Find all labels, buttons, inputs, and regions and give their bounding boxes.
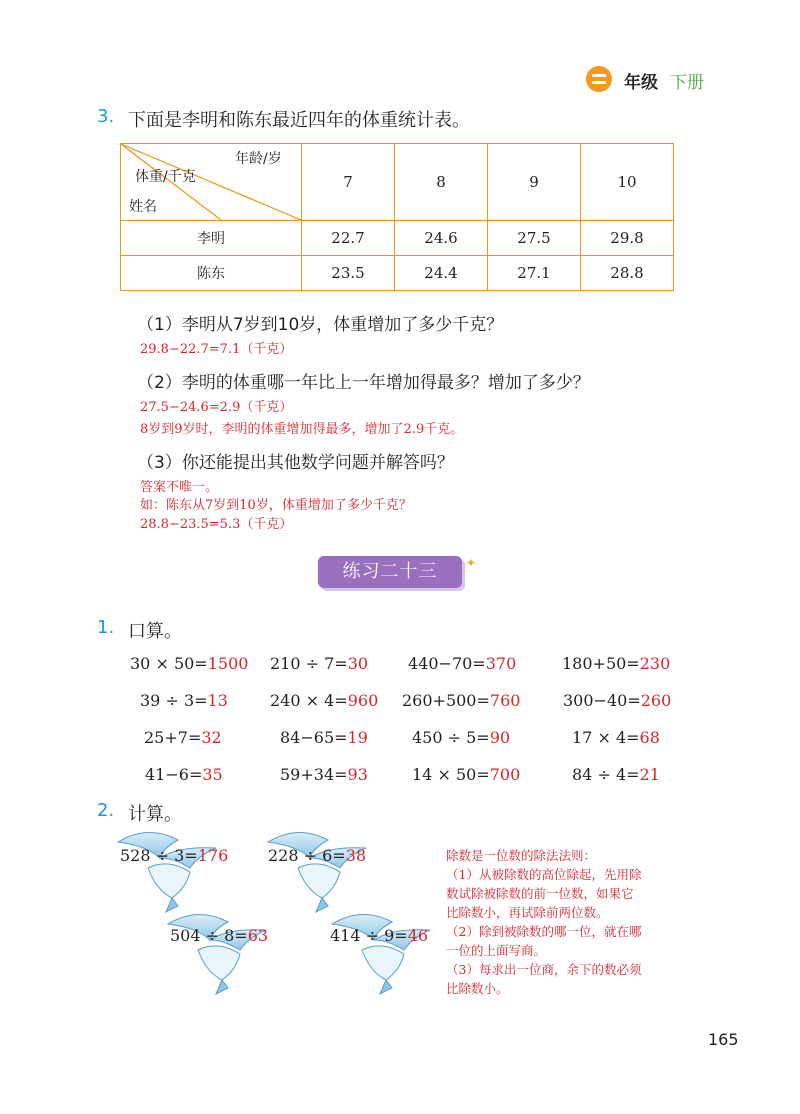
answer-3-calc: 28.8−23.5=5.3（千克） [140,517,293,532]
answer-3-note: 答案不唯一。 [140,480,219,495]
exercise-2-number: 2. [97,800,115,821]
table-row [121,256,674,291]
oral-calc-item: 25+7=32 [144,728,222,747]
bird-calc-item: 414 ÷ 9=46 [330,926,429,945]
oral-calc-item: 260+500=760 [402,691,521,710]
oral-calc-item: 240 × 4=960 [270,691,379,710]
exercise-1-number: 1. [97,617,115,638]
corner-age-label: 年龄/岁 [235,151,282,167]
rule-line: （2）除到被除数的哪一位，就在哪 [446,924,642,939]
oral-calc-item: 17 × 4=68 [572,728,660,747]
division-rule-note [446,846,716,998]
age-header: 8 [395,144,488,221]
exercise-2-title: 计算。 [128,804,182,825]
sub-question-3: （3）你还能提出其他数学问题并解答吗？ [137,453,454,473]
oral-calc-item: 210 ÷ 7=30 [270,654,369,673]
table-cell: 27.5 [488,221,581,256]
oral-calc-item: 84 ÷ 4=21 [572,765,660,784]
rule-line: 一位的上面写商。 [446,943,547,958]
bird-calc-item: 504 ÷ 8=63 [170,926,269,945]
bird-calc-item: 228 ÷ 6=38 [268,846,367,865]
question-3-number: 3. [97,106,115,127]
bird-1-icon [118,832,216,912]
table-cell: 29.8 [581,221,674,256]
answer-2-sentence: 8岁到9岁时，李明的体重增加得最多，增加了2.9千克。 [140,422,464,437]
oral-calc-item: 180+50=230 [562,654,671,673]
question-3-text: 下面是李明和陈东最近四年的体重统计表。 [128,110,470,131]
bird-2-icon [268,832,366,912]
table-cell: 24.6 [395,221,488,256]
table-cell: 27.1 [488,256,581,291]
rule-line: 比除数小，再试除前两位数。 [446,905,609,920]
table-cell: 24.4 [395,256,488,291]
oral-calc-item: 59+34=93 [280,765,368,784]
table-row [121,221,674,256]
oral-calc-item: 41−6=35 [145,765,223,784]
oral-calc-item: 30 × 50=1500 [130,654,249,673]
age-header: 10 [581,144,674,221]
row-name: 陈东 [121,256,302,291]
rule-line: 除数是一位数的除法法则： [446,848,597,863]
answer-1: 29.8−22.7=7.1（千克） [140,342,293,357]
table-cell: 23.5 [302,256,395,291]
rule-line: （3）每求出一位商，余下的数必须 [446,962,642,977]
volume-label: 下册 [670,73,704,93]
rule-line: 数试除被除数的前一位数，如果它 [446,886,634,901]
table-corner-header [121,144,302,221]
oral-calc-item: 84−65=19 [280,728,368,747]
grade-badge-icon [586,66,612,92]
row-name: 李明 [121,221,302,256]
age-header: 7 [302,144,395,221]
table-cell: 22.7 [302,221,395,256]
rule-line: 比除数小。 [446,981,509,996]
exercise-title: 练习二十三 [342,561,438,582]
sub-question-2: （2）李明的体重哪一年比上一年增加得最多？增加了多少？ [137,373,590,393]
corner-weight-label: 体重/千克 [135,169,196,185]
oral-calc-item: 450 ÷ 5=90 [412,728,511,747]
oral-calc-item: 39 ÷ 3=13 [140,691,228,710]
exercise-banner [318,556,462,588]
oral-calc-item: 300−40=260 [563,691,672,710]
bird-calc-item: 528 ÷ 3=176 [120,846,229,865]
answer-2-calc: 27.5−24.6=2.9（千克） [140,400,293,415]
answer-3-question: 如：陈东从7岁到10岁，体重增加了多少千克？ [140,498,412,513]
age-header: 9 [488,144,581,221]
table-cell: 28.8 [581,256,674,291]
corner-name-label: 姓名 [129,199,157,215]
oral-calc-item: 440−70=370 [408,654,517,673]
rule-line: （1）从被除数的高位除起，先用除 [446,867,642,882]
sparkle-icon: ✦ [466,556,477,570]
oral-calc-item: 14 × 50=700 [412,765,521,784]
exercise-1-title: 口算。 [128,621,182,642]
sub-question-1: （1）李明从7岁到10岁，体重增加了多少千克？ [137,315,504,335]
weight-table [120,143,674,291]
page-number: 165 [708,1030,739,1049]
grade-label: 年级 [624,73,658,93]
